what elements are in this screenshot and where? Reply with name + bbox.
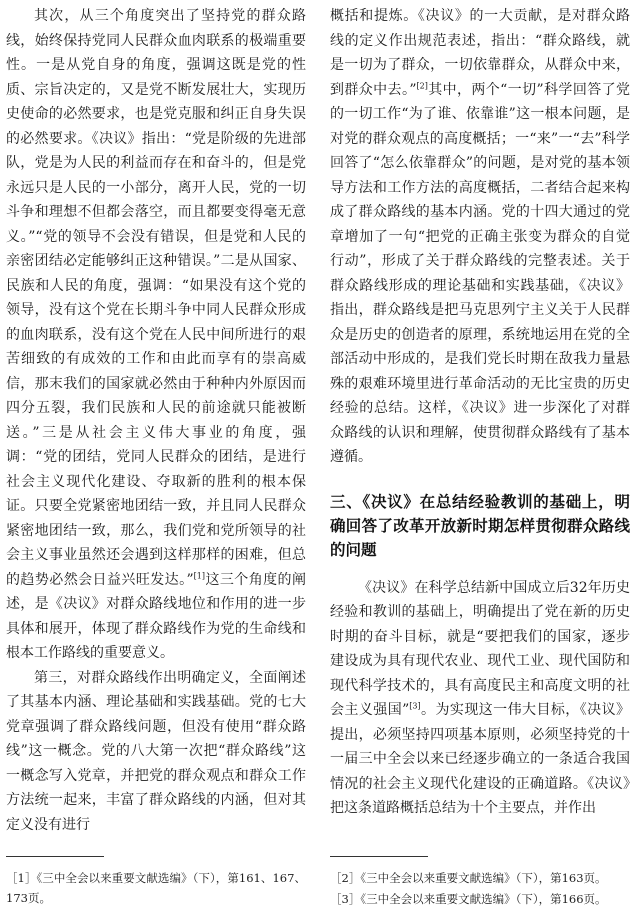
- footnote-ref[interactable]: [3]: [409, 701, 421, 711]
- paragraph: 第三，对群众路线作出明确定义，全面阐述了其基本内涵、理论基础和实践基础。党的七大党章强调了群众路线问题，但没有使用“群众路线”这一概念。党的八大第一次把“群众路线”这一概念写入党章，并把党的群众观点和群众工作方法统一起来，丰富了群众路线的内涵，但对其定义没有进行: [6, 669, 306, 833]
- footnote: ［3］《三中全会以来重要文献选编》（下），第166页。: [330, 892, 607, 906]
- section-heading: 三、《决议》在总结经验教训的基础上，明确回答了改革开放新时期怎样贯彻群众路线的问题: [330, 492, 630, 559]
- paragraph: [6, 4, 306, 666]
- left-column: [6, 4, 306, 837]
- body-text: 其中，两个“一切”科学回答了党的一切工作“为了谁、依靠谁”这一根本问题，是对党的群众观点的高度概括；一“来”一“去”科学回答了“怎么依靠群众”的问题，是对党的基本领导方法和工作方法的高度概括，二者结合起来构成了群众路线的基本内涵。党的十四大通过的党章增加了一句“把党的正确主张变为群众的自觉行动”，形成了关于群众路线的完整表述。关于群众路线形成的理论基础和实践基础，《决议》指出，群众路线是把马克思列宁主义关于人民群众是历史的创造者的原理，系统地运用在党的全部活动中形成的，是我们党长时期在敌我力量悬殊的艰难环境里进行革命活动的无比宝贵的历史经验的总结。这样，《决议》进一步深化了对群众路线的认识和理解，使贯彻群众路线有了基本遵循。: [330, 81, 630, 465]
- footnote-ref[interactable]: [2]: [416, 80, 428, 90]
- body-text: 其次，从三个角度突出了坚持党的群众路线，始终保持党同人民群众血肉联系的极端重要性。一是从党自身的角度，强调这既是党的性质、宗旨决定的，又是党不断发展壮大，实现历史使命的必然要求，也是党克服和纠正自身失误的必然要求。《决议》指出：“党是阶级的先进部队，党是为人民的利益而存在和奋斗的，但是党永远只是人民的一小部分，离开人民，党的一切斗争和理想不但都会落空，而且都要变得毫无意义。”“党的领导不会没有错误，但是党和人民的亲密团结必定能够纠正这种错误。”二是从国家、民族和人民的角度，强调：“如果没有这个党的领导，没有这个党在长期斗争中同人民群众形成的血肉联系，没有这个党在人民中间所进行的艰苦细致的有成效的工作和由此而享有的崇高威信，那末我们的国家就必然由于种种内外原因而四分五裂，我们民族和人民的前途就只能被断送。”三是从社会主义伟大事业的角度，强调：“党的团结，党同人民群众的团结，是进行社会主义现代化建设、夺取新的胜利的根本保证。只要全党紧密地团结一致，并且同人民群众紧密地团结一致，那么，我们党和党所领导的社会主义事业虽然还会遇到这样那样的困难，但总的趋势必然会日益兴旺发达。”: [6, 8, 306, 588]
- footnote-divider: [330, 856, 428, 857]
- right-column: [330, 4, 630, 821]
- body-text: 。为实现这一伟大目标，《决议》提出，必须坚持四项基本原则，必须坚持党的十一届三中全会以来已经逐步确立的一条适合我国情况的社会主义现代化建设的正确道路。《决议》把这条道路概括总结为十个主要点，并作出: [330, 702, 630, 816]
- footnote-divider: [6, 856, 104, 857]
- paragraph: [330, 576, 630, 821]
- body-text: 概括和提炼。《决议》的一大贡献，是对群众路线的定义作出规范表述，指出：“群众路线，就是一切为了群众，一切依靠群众，从群众中来，到群众中去。”: [330, 8, 630, 98]
- footnote-ref[interactable]: [1]: [193, 570, 206, 580]
- body-text: 《决议》在科学总结新中国成立后32年历史经验和教训的基础上，明确提出了党在新的历史时期的奋斗目标，就是“要把我们的国家，逐步建设成为具有现代农业、现代工业、现代国防和现代科学技术的，具有高度民主和高度文明的社会主义强国”: [330, 579, 630, 718]
- body-text: 这三个角度的阐述，是《决议》对群众路线地位和作用的进一步具体和展开，体现了群众路线作为党的生命线和根本工作路线的重要意义。: [6, 571, 306, 661]
- footnote: ［2］《三中全会以来重要文献选编》（下），第163页。: [330, 871, 607, 885]
- footnote: ［1］《三中全会以来重要文献选编》（下），第161、167、173页。: [6, 871, 306, 905]
- paragraph: [330, 4, 630, 470]
